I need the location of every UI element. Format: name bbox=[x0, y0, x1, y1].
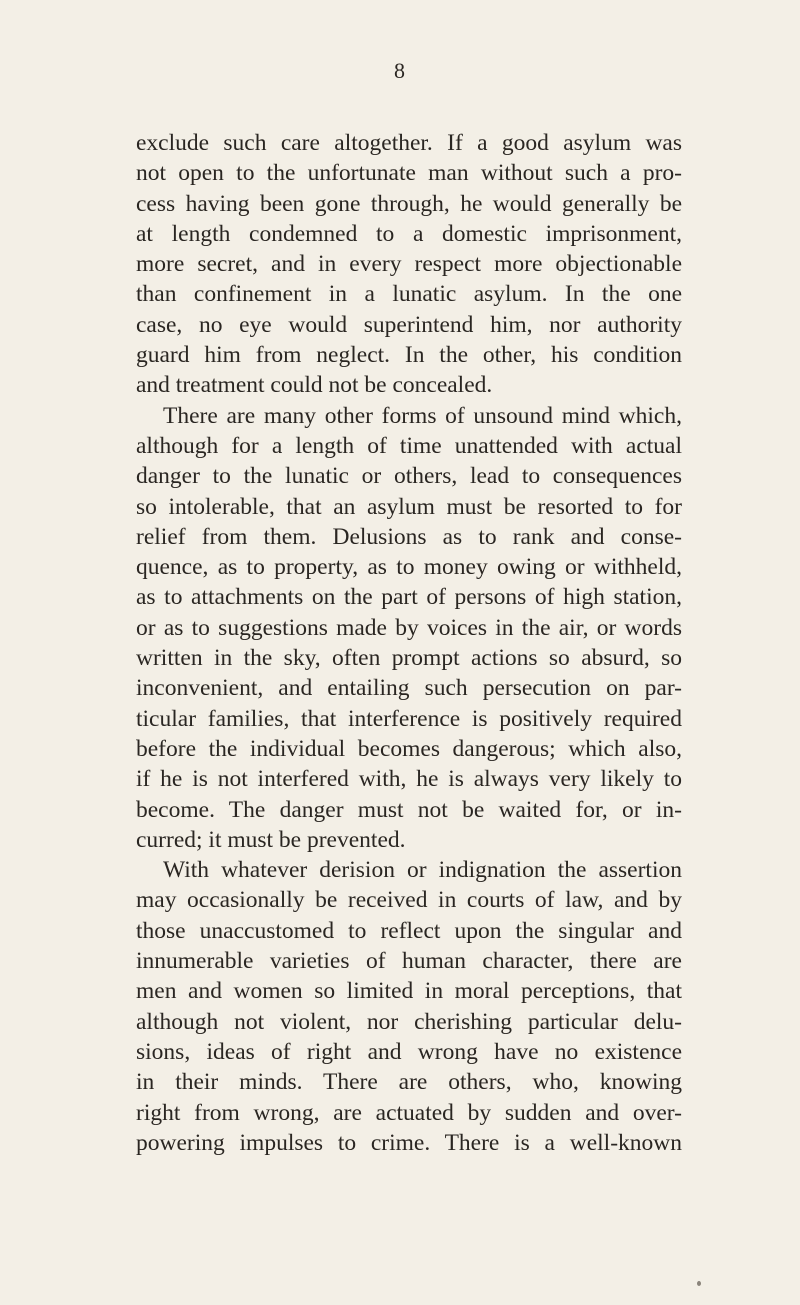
text-line: at length condemned to a domestic imprisonment, bbox=[136, 220, 682, 247]
text-line: There are many other forms of unsound mind which, bbox=[163, 402, 682, 429]
text-line: ticular families, that interference is positively required bbox=[136, 705, 682, 732]
page-number: 8 bbox=[394, 58, 406, 83]
text-line: danger to the lunatic or others, lead to consequences bbox=[136, 463, 682, 490]
text-line: not open to the unfortunate man without such a pro- bbox=[136, 160, 682, 187]
text-line: in their minds. There are others, who, knowing bbox=[136, 1069, 682, 1096]
text-line: powering impulses to crime. There is a well-known bbox=[136, 1129, 682, 1156]
paper-speck bbox=[697, 1281, 701, 1286]
text-line: although not violent, nor cherishing particular delu- bbox=[136, 1008, 682, 1035]
text-line: case, no eye would superintend him, nor authority bbox=[136, 311, 682, 338]
text-line: exclude such care altogether. If a good asylum was bbox=[136, 130, 682, 156]
text-line: become. The danger must not be waited for, or in- bbox=[136, 796, 682, 823]
text-line: those unaccustomed to reflect upon the singular and bbox=[136, 917, 682, 944]
text-line: so intolerable, that an asylum must be resorted to for bbox=[136, 493, 682, 520]
text-line: With whatever derision or indignation the assertion bbox=[163, 857, 682, 884]
text-line: quence, as to property, as to money owing or withheld, bbox=[136, 554, 682, 581]
text-line: cess having been gone through, he would generally be bbox=[136, 190, 682, 217]
text-line: curred; it must be prevented. bbox=[136, 826, 406, 853]
text-line: or as to suggestions made by voices in the air, or words bbox=[136, 614, 682, 641]
text-line: innumerable varieties of human character, there are bbox=[136, 948, 682, 975]
text-line: than confinement in a lunatic asylum. In the one bbox=[136, 281, 682, 308]
text-line: right from wrong, are actuated by sudden and over- bbox=[136, 1099, 682, 1126]
text-line: if he is not interfered with, he is always very likely to bbox=[136, 766, 682, 793]
text-line: although for a length of time unattended with actual bbox=[136, 432, 682, 459]
text-line: written in the sky, often prompt actions so absurd, so bbox=[136, 645, 682, 672]
text-line: more secret, and in every respect more objectionable bbox=[136, 251, 682, 278]
text-line: and treatment could not be concealed. bbox=[136, 372, 493, 399]
text-line: may occasionally be received in courts of law, and by bbox=[136, 887, 682, 914]
text-line: relief from them. Delusions as to rank and conse- bbox=[136, 523, 682, 550]
text-line: sions, ideas of right and wrong have no existence bbox=[136, 1038, 682, 1065]
page-body-text bbox=[136, 128, 682, 1158]
text-line: inconvenient, and entailing such persecution on par- bbox=[136, 675, 682, 702]
text-line: men and women so limited in moral perceptions, that bbox=[136, 978, 682, 1005]
text-line: before the individual becomes dangerous; which also, bbox=[136, 735, 682, 762]
text-line: as to attachments on the part of persons of high station, bbox=[136, 584, 682, 611]
text-line: guard him from neglect. In the other, his condition bbox=[136, 342, 682, 369]
